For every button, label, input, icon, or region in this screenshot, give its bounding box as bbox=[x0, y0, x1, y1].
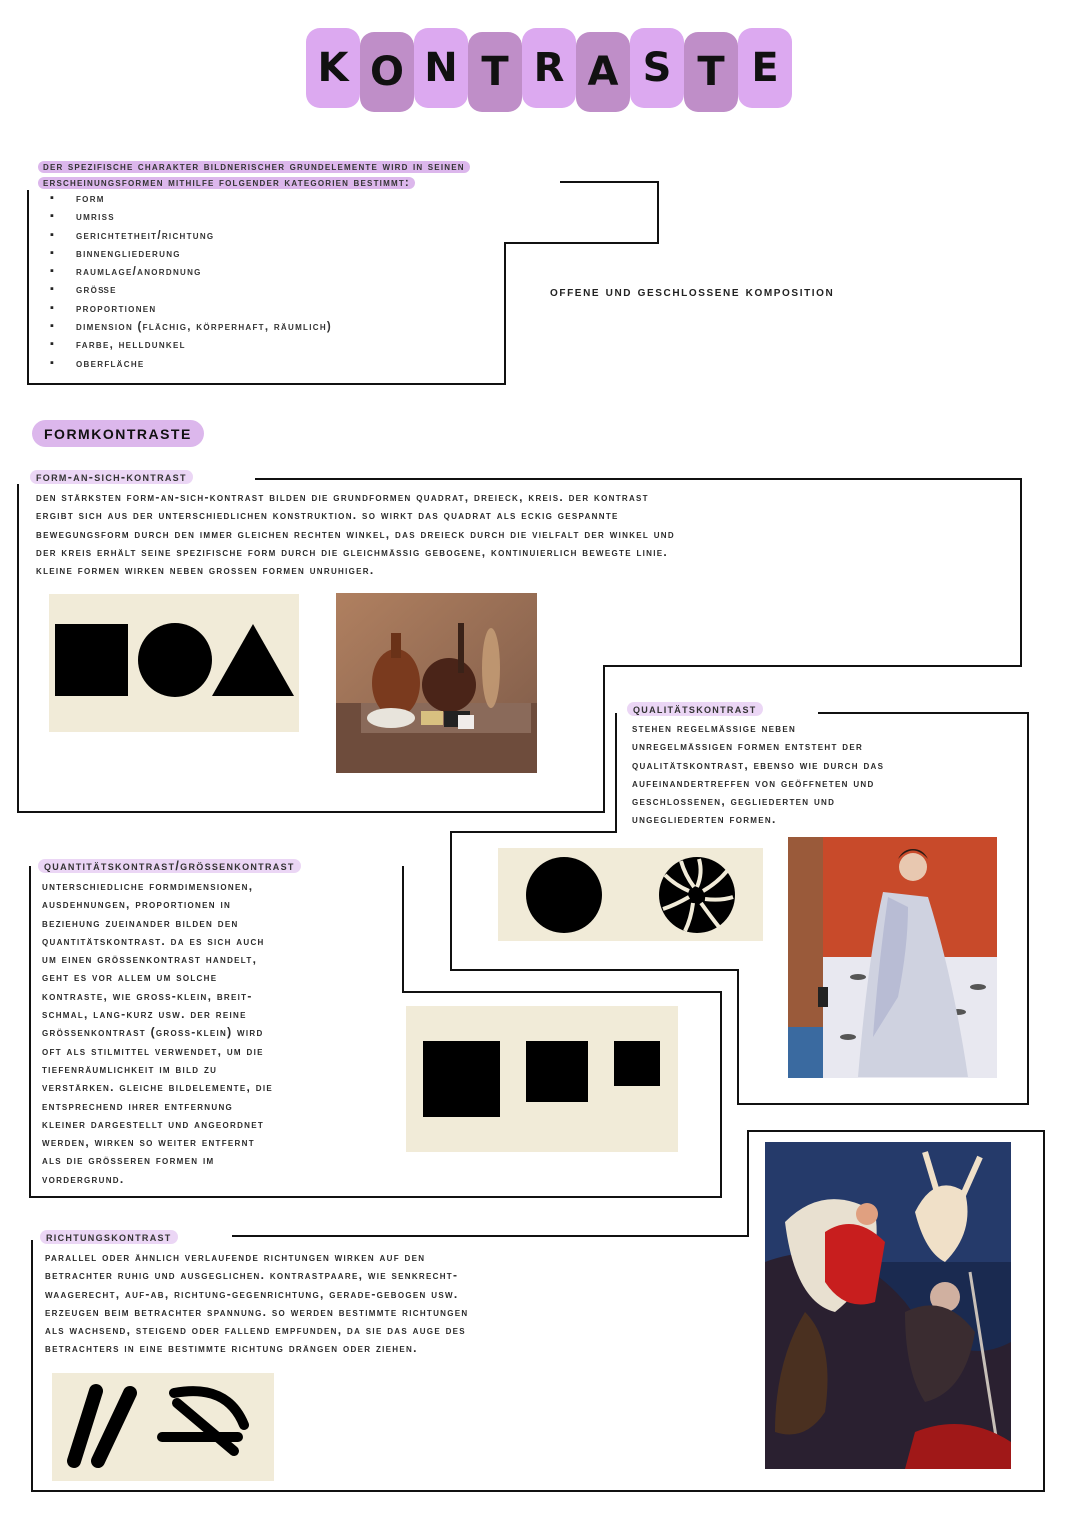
text-line: den stärksten form-an-sich-kontrast bilden die grundformen quadrat, dreieck, kreis. der kontrast bbox=[36, 490, 649, 504]
text-line: schmal, lang-kurz usw. der reine bbox=[42, 1007, 247, 1022]
text-line: unregelmässigen formen entsteht der bbox=[632, 739, 864, 754]
title-letter: A bbox=[576, 32, 630, 112]
list-item: ▪ raumlage/anordnung bbox=[40, 266, 332, 284]
text-line: aufeinandertreffen von geöffneten und bbox=[632, 775, 875, 790]
text-line: vordergrund. bbox=[42, 1171, 125, 1186]
intro-line-2: erscheinungsformen mithilfe folgender kategorien bestimmt: bbox=[38, 177, 415, 189]
form-an-sich-label: form-an-sich-kontrast bbox=[30, 470, 193, 484]
text-line: ergibt sich aus der unterschiedlichen konstruktion. so wirkt das quadrat als eckig gespannte bbox=[36, 508, 619, 523]
text-line: kleiner dargestellt und angeordnet bbox=[42, 1116, 265, 1131]
portrait-image bbox=[788, 837, 997, 1078]
text-line: geschlossenen, gegliederten und bbox=[632, 794, 836, 809]
category-list bbox=[40, 193, 332, 376]
text-line: qualitätskontrast, ebenso wie durch das bbox=[632, 757, 885, 772]
size-shapes-card bbox=[406, 1006, 678, 1152]
side-note: offene und geschlossene komposition bbox=[550, 283, 835, 299]
basic-shapes-card bbox=[49, 594, 299, 732]
qualitaet-text bbox=[632, 719, 1022, 829]
list-item: ▪ farbe, helldunkel bbox=[40, 339, 332, 357]
quality-shapes-illustration bbox=[498, 848, 763, 941]
basic-shapes-illustration bbox=[49, 594, 299, 732]
title-letter: K bbox=[306, 28, 360, 108]
title-letter: E bbox=[738, 28, 792, 108]
medium-square bbox=[526, 1041, 588, 1102]
text-line: kleine formen wirken neben grossen formen unruhiger. bbox=[36, 563, 375, 578]
battle-image bbox=[765, 1142, 1011, 1469]
direction-shapes-illustration bbox=[52, 1373, 274, 1481]
text-line: entsprechend ihrer entfernung bbox=[42, 1098, 234, 1113]
text-line: ausdehnungen, proportionen in bbox=[42, 897, 232, 912]
text-line: tiefenräumlichkeit im bild zu bbox=[42, 1061, 218, 1076]
form-an-sich-text bbox=[36, 488, 1026, 579]
text-line: kontraste, wie gross-klein, breit- bbox=[42, 988, 253, 1003]
list-item: ▪ größe bbox=[40, 284, 332, 302]
text-line: geht es vor allem um solche bbox=[42, 970, 218, 985]
text-line: erzeugen beim betrachter spannung. so werden bestimmte richtungen bbox=[45, 1304, 469, 1319]
triangle-shape bbox=[212, 624, 294, 696]
title-letter: N bbox=[414, 28, 468, 108]
large-square bbox=[423, 1041, 500, 1117]
text-line: der kreis erhält seine spezifische form durch die gleichmässig gebogene, kontinuierlich bewegte linie. bbox=[36, 544, 669, 559]
page-title bbox=[306, 28, 792, 112]
richtung-label: richtungskontrast bbox=[40, 1230, 178, 1244]
text-line: werden, wirken so weiter entfernt bbox=[42, 1135, 255, 1150]
list-item: ▪ oberfläche bbox=[40, 358, 332, 376]
intro-text bbox=[38, 159, 470, 191]
direction-shapes-card bbox=[52, 1373, 274, 1481]
text-line: um einen grössenkontrast handelt, bbox=[42, 952, 258, 967]
text-line: als wachsend, steigend oder fallend empfunden, da sie das auge des bbox=[45, 1323, 466, 1338]
intro-line-1: der spezifische charakter bildnerischer grundelemente wird in seinen bbox=[38, 161, 470, 173]
title-letter: R bbox=[522, 28, 576, 108]
text-line: oft als stilmittel verwendet, um die bbox=[42, 1043, 264, 1058]
text-line: parallel oder ähnlich verlaufende richtungen wirken auf den bbox=[45, 1250, 426, 1264]
text-line: bewegungsform durch den immer gleichen rechten winkel, das dreieck durch die vielfalt der winkel und bbox=[36, 526, 675, 541]
battle-painting bbox=[765, 1142, 1011, 1469]
text-line: quantitätskontrast. da es sich auch bbox=[42, 933, 265, 948]
text-line: unterschiedliche formdimensionen, bbox=[42, 879, 254, 893]
list-item: ▪ proportionen bbox=[40, 303, 332, 321]
size-shapes-illustration bbox=[406, 1006, 678, 1152]
regular-circle bbox=[526, 857, 602, 933]
portrait-painting bbox=[788, 837, 997, 1078]
list-item: ▪ dimension (flächig, körperhaft, räumlich) bbox=[40, 321, 332, 339]
square-shape bbox=[55, 624, 128, 696]
richtung-text bbox=[45, 1248, 735, 1358]
quantitaet-label: quantitätskontrast/grössenkontrast bbox=[38, 859, 301, 873]
text-line: verstärken. gleiche bildelemente, die bbox=[42, 1080, 274, 1095]
list-item: ▪ form bbox=[40, 193, 332, 211]
still-life-image bbox=[336, 593, 537, 773]
quantitaet-text bbox=[42, 877, 402, 1188]
still-life-painting bbox=[336, 593, 537, 773]
text-line: ungegliederten formen. bbox=[632, 812, 777, 827]
title-letter: S bbox=[630, 28, 684, 108]
section-heading: formkontraste bbox=[32, 420, 204, 447]
title-letter: T bbox=[468, 32, 522, 112]
text-line: betrachter ruhig und ausgeglichen. kontrastpaare, wie senkrecht- bbox=[45, 1268, 459, 1283]
text-line: als die grösseren formen im bbox=[42, 1153, 215, 1168]
list-item: ▪ gerichtetheit/richtung bbox=[40, 230, 332, 248]
qualitaet-label: qualitätskontrast bbox=[627, 702, 763, 716]
text-line: betrachters in eine bestimmte richtung drängen oder ziehen. bbox=[45, 1341, 418, 1356]
circle-shape bbox=[138, 623, 212, 697]
list-item: ▪ umriss bbox=[40, 211, 332, 229]
list-item: ▪ binnengliederung bbox=[40, 248, 332, 266]
text-line: waagerecht, auf-ab, richtung-gegenrichtung, gerade-gebogen usw. bbox=[45, 1286, 459, 1301]
irregular-form bbox=[659, 857, 735, 933]
text-line: grössenkontrast (gross-klein) wird bbox=[42, 1025, 264, 1040]
title-letter: O bbox=[360, 32, 414, 112]
text-line: beziehung zueinander bilden den bbox=[42, 915, 239, 930]
small-square bbox=[614, 1041, 660, 1086]
title-letter: T bbox=[684, 32, 738, 112]
quality-shapes-card bbox=[498, 848, 763, 941]
text-line: stehen regelmässige neben bbox=[632, 721, 797, 735]
